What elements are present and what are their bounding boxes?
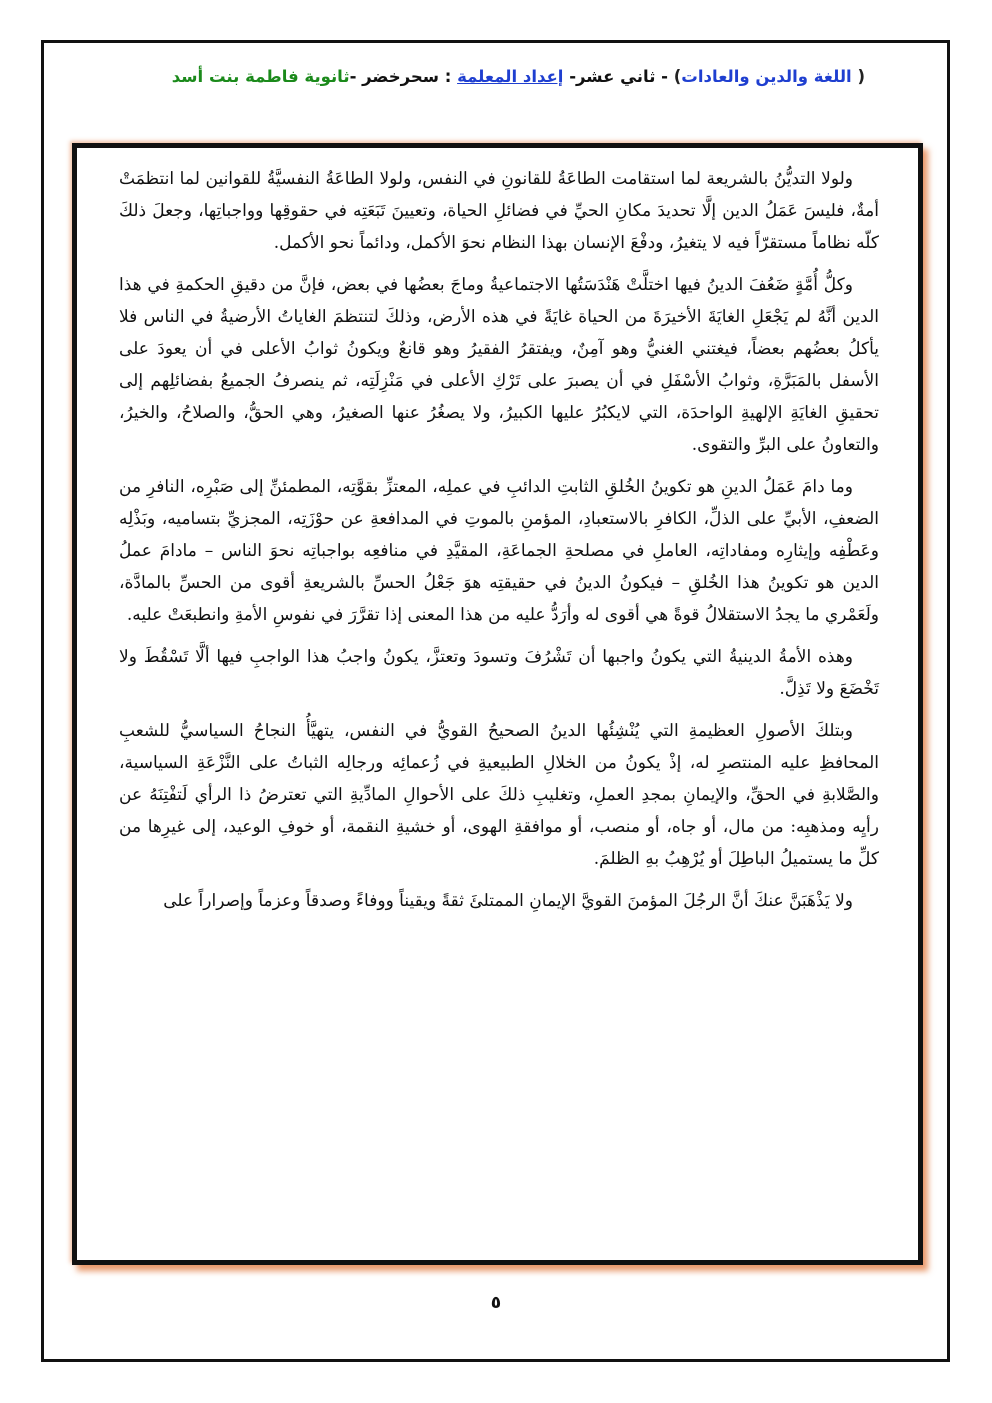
- header-teacher-name: سحرخضر -: [349, 67, 439, 86]
- paragraph-5: وبتلكَ الأصولِ العظيمةِ التي يُنْشِئُها الدينُ الصحيحُ القويُّ في النفس، يتهيَّأُ النجاحُ السياسيُّ للشعبِ المحافظِ عليه المنتصرِ له، إذْ يكونُ من الخلالِ الطبيعيةِ في زُعمائِه ورجالِه الثباتُ على النَّزْعَةِ السياسية، والصَّلابةِ في الحقِّ، والإيمانِ بمجدِ العملِ، وتغليبِ ذلكَ على الأحوالِ المادِّيةِ التي تعترضُ ذا الرأي لَتفْتِنَهُ عن رأيِه ومذهبِه: من مال، أو جاه، أو منصب، أو موافقةِ الهوى، أو خشيةِ النقمة، أو خوفِ الوعيد، إلى غيرِها من كلِّ ما يستميلُ الباطِلَ أو يُرْهِبُ بهِ الظلمَ.: [119, 721, 879, 869]
- header-colon: :: [444, 67, 452, 86]
- header-school: ثانوية فاطمة بنت أسد: [171, 67, 350, 86]
- header-grade: ثاني عشر-: [569, 67, 656, 86]
- header-separator: -: [661, 67, 668, 86]
- text-body: [119, 163, 879, 917]
- text-frame: [72, 143, 923, 1265]
- header-topic: اللغة والدين والعادات: [681, 67, 852, 86]
- header-paren-open: (: [857, 67, 865, 86]
- page-number: ٥: [490, 1293, 502, 1313]
- header-prepared-by: إعداد المعلمة: [457, 67, 564, 86]
- paragraph-1: ولولا التديُّنُ بالشريعة لما استقامت الطاعَةُ للقانونِ في النفس، ولولا الطاعَةُ النفسيَّةُ للقوانين لما انتظمَتْ أمةٌ، فليسَ عَمَلُ الدين إلَّا تحديدَ مكانِ الحيِّ في فضائلِ الحياة، وتعيينَ تَبَعَتِه في حقوقِها وواجباتِها، وجعلَ ذلكَ كلّه نظاماً مستقرّاً فيه لا يتغيرُ، ودفْعَ الإنسان بهذا النظام نحوَ الأكمل، ودائماً نحو الأكمل.: [119, 169, 879, 253]
- paragraph-6: ولا يَذْهَبَنَّ عنكَ أنَّ الرجُلَ المؤمنَ القويَّ الإيمانِ الممتلئَ ثقةً ويقيناً ووفاءً وصدقاً وعزماً وإصراراً على: [163, 891, 853, 911]
- paragraph-2: وكلُّ أُمَّةٍ ضَعُفَ الدينُ فيها اختلَّتْ هَنْدَسَتُها الاجتماعيةُ وماجَ بعضُها في بعض، فإنَّ من دقيقِ الحكمةِ في هذا الدين أنَّهُ لم يَجْعَلِ الغايَةَ الأخيرَةَ من الحياة غايَةً في هذه الأرض، وذلكَ لتنتظمَ الغاياتُ الأرضيةُ في الناس فلا يأكلُ بعضُهم بعضاً، فيغتني الغنيُّ وهو آمِنٌ، ويفتقرُ الفقيرُ وهو قانعٌ ويكونُ ثوابُ الأعلى في أن يعودَ على الأسفل بالمَبَرَّةِ، وثوابُ الأسْفَلِ في أن يصبرَ على تَرْكِ الأعلى في مَنْزِلَتِه، ثم ينصرفُ الجميعُ بفضائلِهم إلى تحقيقِ الغايَةِ الإلهيةِ الواحدَة، التي لايكبُرُ عليها الكبيرُ، ولا يصغُرُ عنها الصغيرُ، وهي الحقُّ، والصلاحُ، والخيرُ، والتعاونُ على البرِّ والتقوى.: [119, 275, 879, 455]
- header-paren-close: ): [673, 67, 682, 86]
- paragraph-3: وما دامَ عَمَلُ الدينِ هو تكوينُ الخُلقِ الثابتِ الدائبِ في عملِه، المعتزِّ بقوَّتِه، المطمئنِّ إلى صَبْرِه، النافرِ من الضعفِ، الأبيِّ على الذلِّ، الكافرِ بالاستعبادِ، المؤمنِ بالموتِ في المدافعةِ عن حوْزَتِه، المجزيِّ بتساميه، وبَذْلِه وعَطْفِه وإيثارِه ومفاداتِه، العاملِ في مصلحةِ الجماعَةِ، المقيَّدِ في منافعِه بواجباتِه نحوَ الناس – مادامَ عملُ الدين هو تكوينُ هذا الخُلقِ – فيكونُ الدينُ في حقيقتِه هوَ جَعْلُ الحسِّ بالشريعةِ أقوى من الحسِّ بالمادَّة، ولَعَمْري ما يجدُ الاستقلالُ قوةً هي أقوى له وأرَدُّ عليه من هذا المعنى إذا تقرَّرَ في نفوسِ الأمةِ وانطبعَتْ عليه.: [119, 477, 879, 625]
- page-header: [70, 62, 865, 92]
- paragraph-4: وهذه الأمةُ الدينيةُ التي يكونُ واجبها أن تَشْرُفَ وتسودَ وتعتزَّ، يكونُ واجبُ هذا الواجبِ فيها ألَّا تَسْقُطَ ولا تَخْضَعَ ولا تَذِلَّ.: [119, 647, 879, 699]
